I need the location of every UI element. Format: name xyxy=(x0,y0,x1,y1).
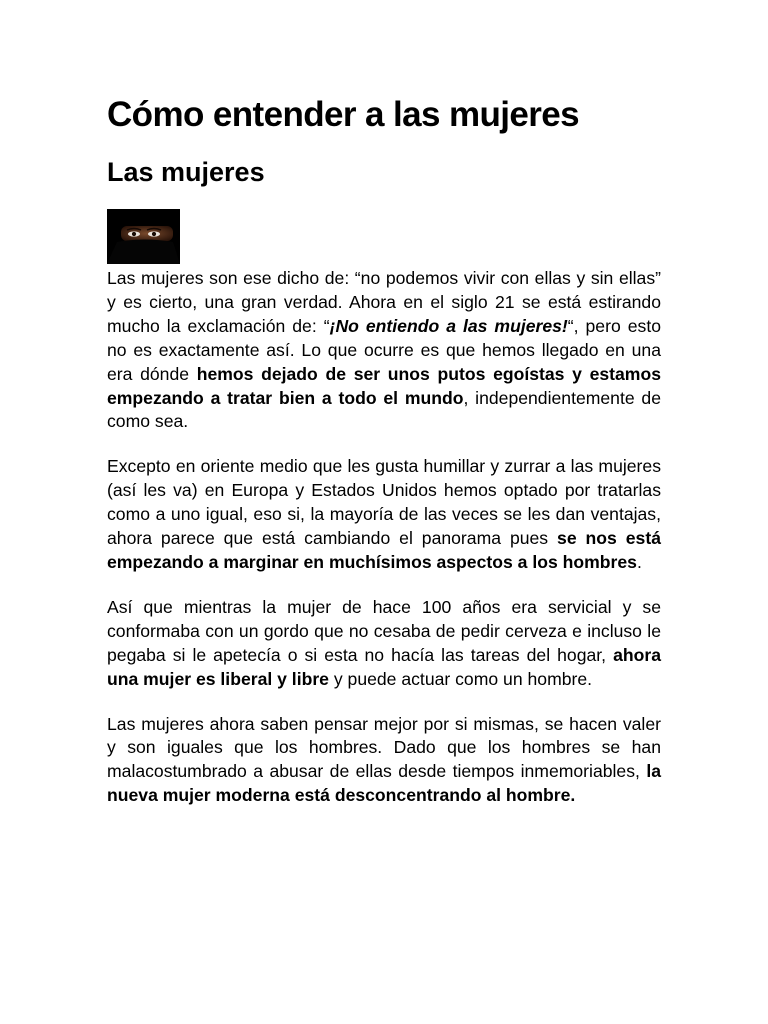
text-segment: Las mujeres son ese dicho de: “no podemos vivir con ellas y sin ellas” y es cierto, una gran verdad. Ahora en el siglo 21 se está estirando mucho la exclamación de: “ xyxy=(107,268,661,336)
section-heading: Las mujeres xyxy=(107,157,265,187)
document-page xyxy=(107,90,661,808)
paragraph xyxy=(107,267,661,434)
text-segment: . xyxy=(636,551,642,572)
text-segment: Las mujeres ahora saben pensar mejor por si mismas, se hacen valer y son iguales que los hombres. Dado que los hombres se han malacostumbrado a abusar de ellas desde tiempos inmemoriables, xyxy=(107,713,661,782)
text-segment: Así que mientras la mujer de hace 100 años era servicial y se conformaba con un gordo que no cesaba de pedir cerveza e incluso le pegaba si le apetecía o si esta no hacía las tareas del hogar, xyxy=(107,596,661,665)
bold-italic-text xyxy=(330,316,568,336)
paragraph xyxy=(107,596,661,692)
text-segment: “, pero esto no es exactamente así. Lo que ocurre es que hemos llegado en una era dónde xyxy=(107,315,661,384)
page-title: Cómo entender a las mujeres xyxy=(107,95,580,134)
article-body xyxy=(107,267,661,808)
bold-text: se nos está empezando a marginar en muchísimos aspectos a los hombres xyxy=(107,528,661,572)
text-segment: Excepto en oriente medio que les gusta humillar y zurrar a las mujeres (así les va) en Europa y Estados Unidos hemos optado por tratarlas como a uno igual, eso si, la mayoría de las veces se les dan ventajas, ahora parece que está cambiando el panorama pues xyxy=(107,456,661,549)
text-segment: y puede actuar como un hombre. xyxy=(328,668,593,689)
veiled-woman-photo xyxy=(107,209,180,264)
bold-text: ahora una mujer es liberal y libre xyxy=(107,644,661,689)
paragraph xyxy=(107,455,661,575)
bold-text: hemos dejado de ser unos putos egoístas y estamos empezando a tratar bien a todo el mundo xyxy=(107,363,661,408)
italic-text: ¡No entiendo a las mujeres! xyxy=(329,315,568,336)
bold-text: la nueva mujer moderna está desconcentrando al hombre. xyxy=(107,761,661,806)
paragraph xyxy=(107,713,661,809)
text-segment: , independientemente de como sea. xyxy=(107,387,662,432)
